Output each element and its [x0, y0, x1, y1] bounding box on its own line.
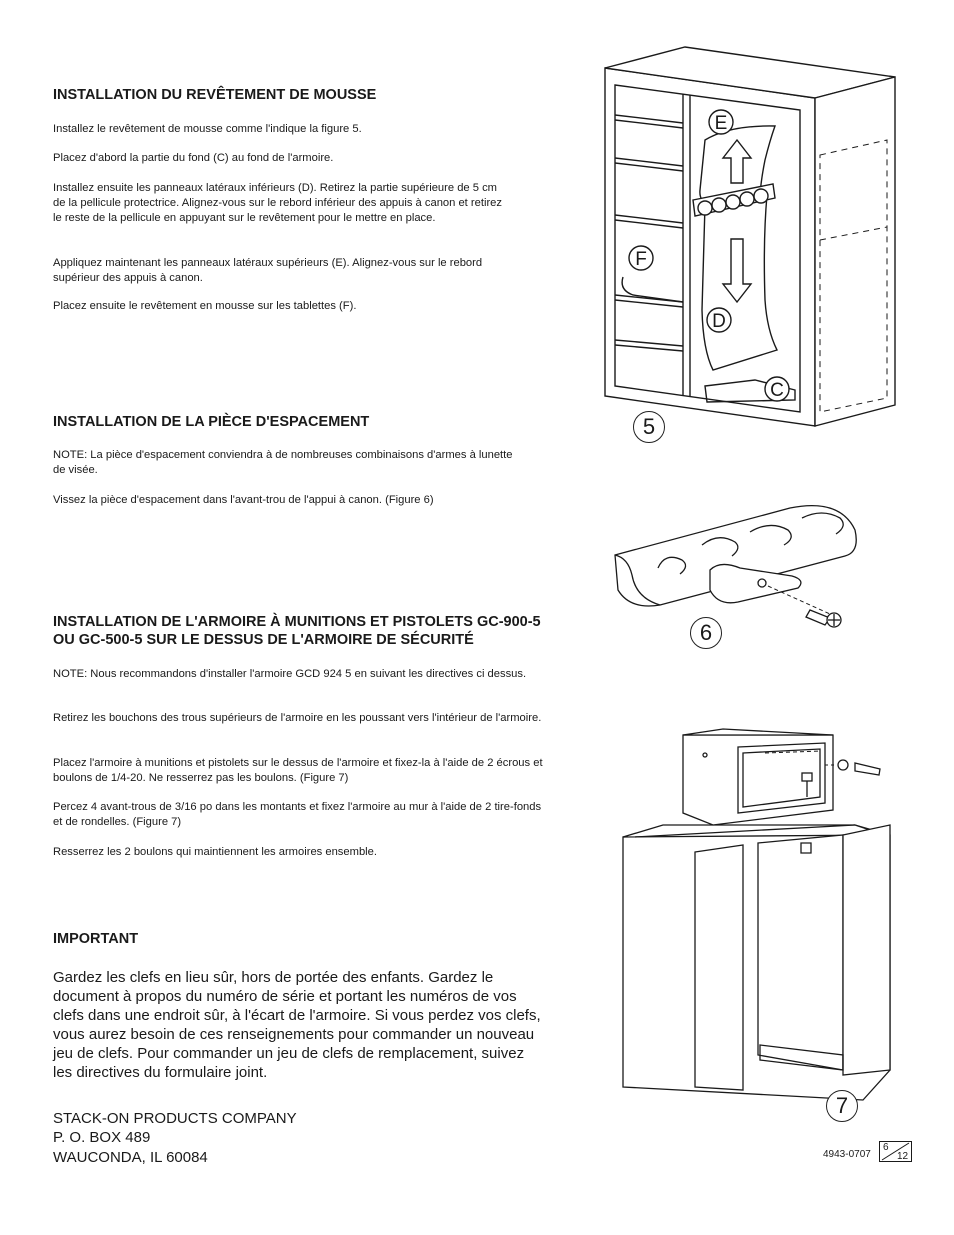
foam-para-3: Installez ensuite les panneaux latéraux inférieurs (D). Retirez la partie supérieure de 5 cm de la pellicule protectrice. Alignez-vous sur le rebord inférieur des appuis à canon et retirez le reste de la pellicule en appuyant sur le revêtement pour le mettre en place. — [53, 182, 502, 224]
spacer-section-title: INSTALLATION DE LA PIÈCE D'ESPACEMENT — [53, 414, 370, 430]
figure-7-number: 7 — [826, 1090, 858, 1122]
spacer-note: NOTE: La pièce d'espacement conviendra à de nombreuses combinaisons d'armes à lunette de visée. — [53, 449, 513, 476]
important-text: Gardez les clefs en lieu sûr, hors de portée des enfants. Gardez le document à propos du numéro de série et portant les numéros de vos clefs dans une endroit sûr, à l'écart de l'armoire. Si vous perdez vos clefs, vous aurez besoin de ces renseignements pour commander un nouveau jeu de clefs. Pour commander un jeu de clefs de remplacement, suivez les directives du formulaire joint. — [53, 969, 541, 1081]
spacer-para: Vissez la pièce d'espacement dans l'avant-trou de l'appui à canon. (Figure 6) — [53, 494, 434, 506]
figure-5-illustration — [595, 40, 905, 460]
document-code: 4943-0707 — [823, 1149, 871, 1160]
important-title: IMPORTANT — [53, 931, 139, 947]
foam-para-4: Appliquez maintenant les panneaux latéraux supérieurs (E). Alignez-vous sur le rebord supérieur des appuis à canon. — [53, 257, 483, 284]
page-total: 12 — [897, 1151, 909, 1162]
page-number: 6 — [883, 1142, 889, 1153]
ammo-para-1: Retirez les bouchons des trous supérieurs de l'armoire en les poussant vers l'intérieur de l'armoire. — [53, 712, 542, 724]
ammo-para-3: Percez 4 avant-trous de 3/16 po dans les montants et fixez l'armoire au mur à l'aide de 2 tire-fonds et de rondelles. (Figure 7) — [53, 801, 542, 828]
ammo-section-title: INSTALLATION DE L'ARMOIRE À MUNITIONS ET PISTOLETS GC-900-5 OU GC-500-5 SUR LE DESSUS DE L'ARMOIRE DE SÉCURITÉ — [53, 614, 541, 648]
figure-7-illustration — [615, 725, 895, 1115]
label-c: C — [770, 380, 784, 401]
label-e: E — [714, 113, 728, 134]
company-name: STACK-ON PRODUCTS COMPANY — [53, 1110, 297, 1127]
city-address: WAUCONDA, IL 60084 — [53, 1149, 208, 1166]
label-f: F — [635, 249, 647, 270]
figure-6-illustration — [610, 490, 865, 630]
figure-6-number: 6 — [690, 617, 722, 649]
figure-5-number: 5 — [633, 411, 665, 443]
foam-para-1: Installez le revêtement de mousse comme l'indique la figure 5. — [53, 123, 362, 135]
foam-para-5: Placez ensuite le revêtement en mousse sur les tablettes (F). — [53, 300, 357, 312]
foam-para-2: Placez d'abord la partie du fond (C) au fond de l'armoire. — [53, 152, 334, 164]
po-box: P. O. BOX 489 — [53, 1129, 151, 1146]
label-d: D — [712, 311, 726, 332]
ammo-para-2: Placez l'armoire à munitions et pistolets sur le dessus de l'armoire et fixez-la à l'aide de 2 écrous et boulons de 1/4-20. Ne resserrez pas les boulons. (Figure 7) — [53, 757, 543, 784]
ammo-note: NOTE: Nous recommandons d'installer l'armoire GCD 924 5 en suivant les directives ci dessus. — [53, 668, 527, 680]
foam-section-title: INSTALLATION DU REVÊTEMENT DE MOUSSE — [53, 87, 377, 103]
ammo-para-4: Resserrez les 2 boulons qui maintiennent les armoires ensemble. — [53, 846, 377, 858]
